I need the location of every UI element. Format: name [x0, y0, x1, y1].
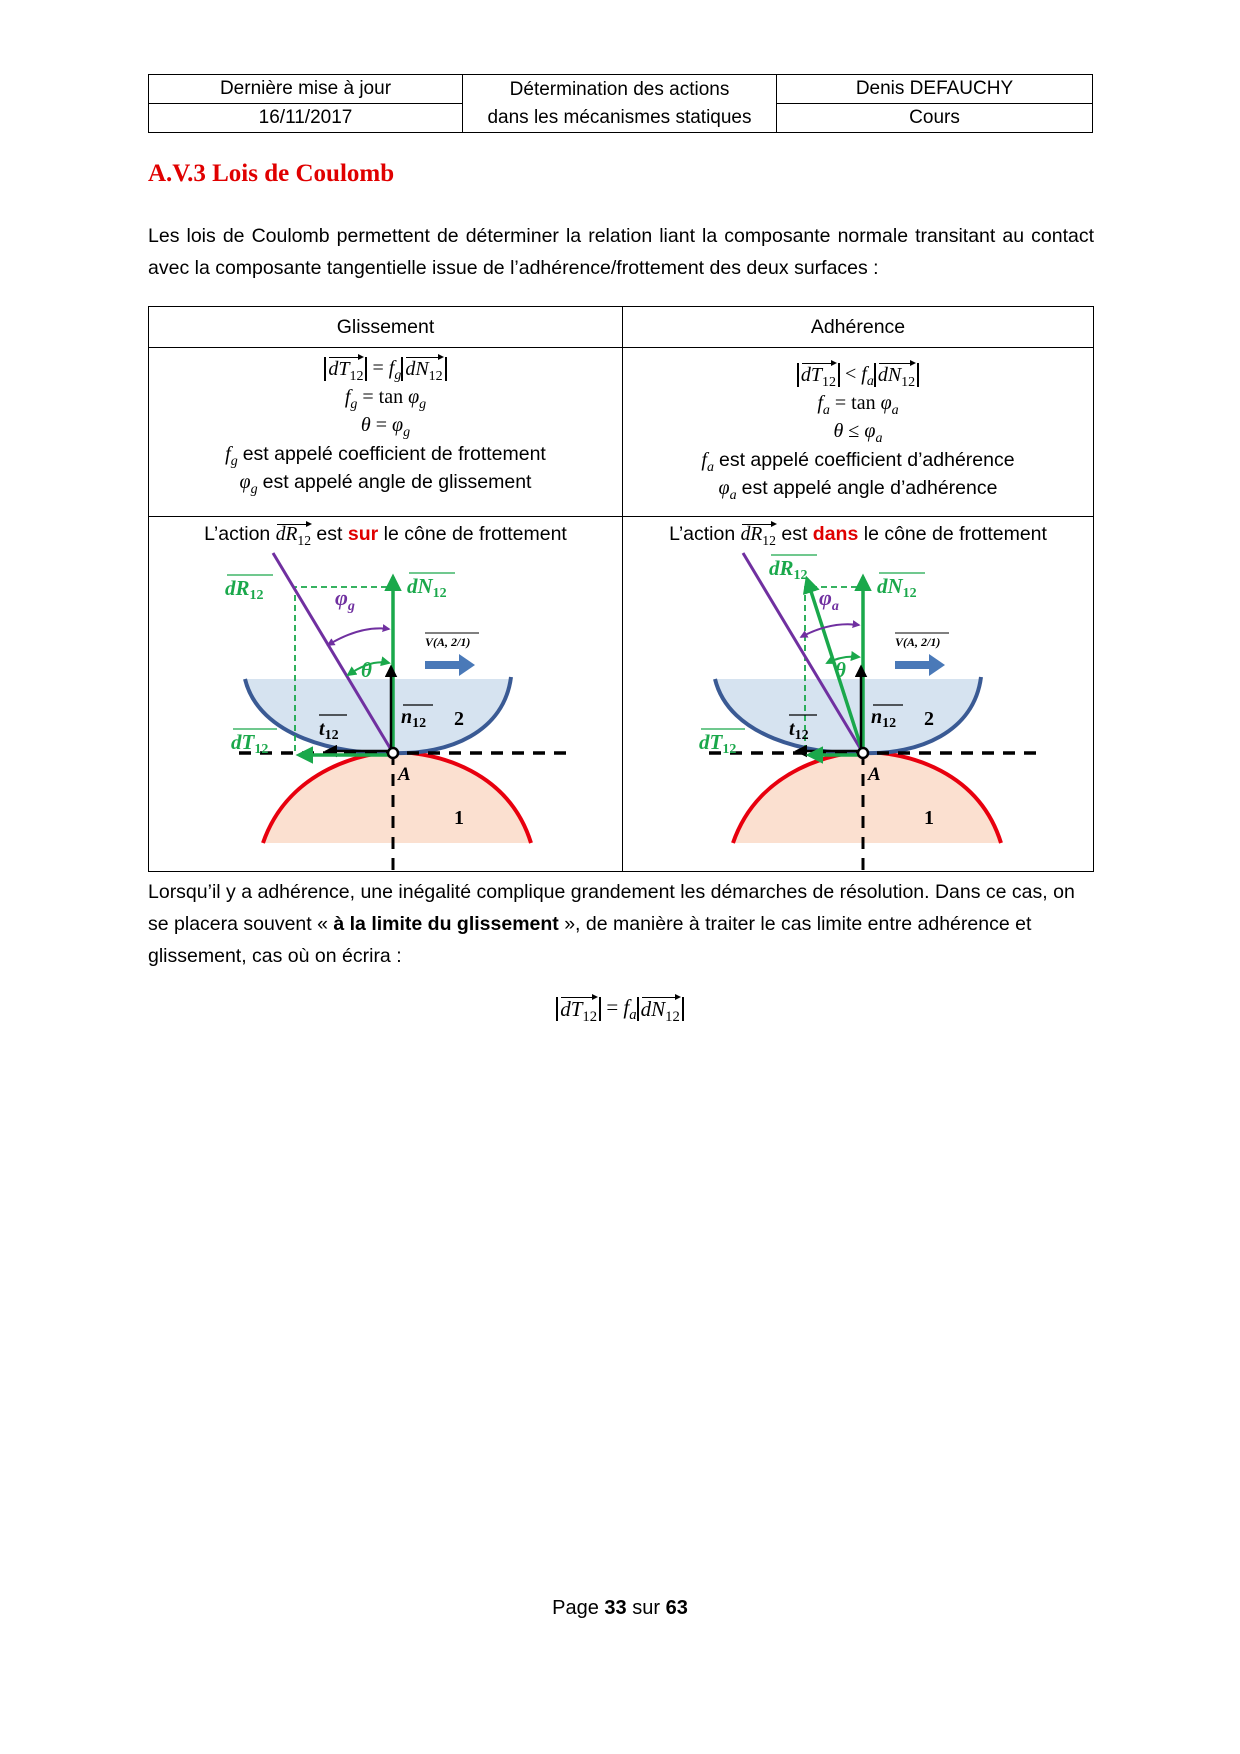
solid-1-shape — [263, 752, 531, 843]
theta-label: θ — [361, 658, 372, 682]
n-label: $n_{12}$ — [401, 706, 427, 731]
phi-label: $\varphi_a$ — [819, 585, 839, 614]
solid-2-label: 2 — [454, 708, 464, 730]
solid-1-shape — [733, 752, 1001, 843]
column-header-glissement: Glissement — [149, 307, 623, 348]
limit-slip-paragraph: Lorsqu’il y a adhérence, une inégalité complique grandement les démarches de résolution. Dans ce cas, on se placera souvent « à la limite du glissement », de manière à traiter le cas limite entre adhérence et glissement, cas où on écrira : — [148, 881, 1075, 967]
solid-2-label: 2 — [924, 708, 934, 730]
dR-label: dR12 — [225, 576, 264, 603]
adherence-cone-figure — [623, 517, 1096, 871]
dN-label: dN12 — [877, 574, 917, 601]
adherence-norm-inequality: $dT_{12} < f_a$ $dN_{12}$ — [623, 360, 1093, 389]
adherence-laws — [623, 348, 1094, 517]
velocity-label: V(A, 2/1) — [895, 635, 941, 649]
point-A-label: A — [398, 764, 411, 785]
glissement-cone-figure — [149, 517, 622, 871]
adherence-coef-definition: $f_a$ est appelé coefficient d’adhérence — [701, 448, 1015, 475]
author-name: Denis DEFAUCHY — [777, 75, 1093, 104]
glissement-coef-definition: $f_g$ est appelé coefficient de frottement — [225, 442, 546, 469]
glissement-tan-equation: $f_g = \tan \varphi_g$ — [344, 385, 427, 412]
document-title-line1: Détermination des actions — [509, 78, 730, 100]
page-header-table — [148, 74, 1093, 133]
phi-arc — [801, 624, 859, 637]
n-label: $n_{12}$ — [871, 706, 897, 731]
solid-2-shape — [245, 679, 511, 753]
point-A — [388, 748, 398, 758]
adherence-tan-equation: $f_a = \tan \varphi_a$ — [817, 391, 899, 418]
dT-label: dT12 — [231, 730, 269, 757]
document-title — [463, 75, 777, 133]
document-type: Cours — [777, 104, 1093, 133]
solid-2-shape — [715, 679, 981, 753]
dR-label: dR12 — [769, 556, 808, 583]
page-footer: Page 33 sur 63 — [552, 1597, 688, 1619]
point-A — [858, 748, 868, 758]
glissement-angle-definition: $\varphi_g$ est appelé angle de glissement — [239, 471, 532, 497]
section-title: A.V.3 Lois de Coulomb — [148, 160, 395, 187]
solid-1-label: 1 — [924, 807, 934, 829]
t-label: $t_{12}$ — [789, 718, 809, 743]
glissement-laws — [149, 348, 623, 517]
intro-paragraph: Les lois de Coulomb permettent de déterminer la relation liant la composante normale transitant au contact avec la composante tangentielle issue de l’adhérence/frottement des deux surfaces : — [148, 225, 1094, 279]
point-A-label: A — [868, 764, 881, 785]
document-title-line2: dans les mécanismes statiques — [487, 106, 752, 128]
phi-label: $\varphi_g$ — [335, 585, 355, 614]
dT-label: dT12 — [699, 730, 737, 757]
page-number: 33 — [604, 1597, 627, 1619]
solid-1-label: 1 — [454, 807, 464, 829]
glissement-norm-equation: $dT_{12} = f_g$ $dN_{12}$ — [149, 354, 622, 383]
update-date: 16/11/2017 — [149, 104, 463, 133]
t-label: $t_{12}$ — [319, 718, 339, 743]
phi-arc — [328, 628, 389, 645]
velocity-label: V(A, 2/1) — [425, 635, 471, 649]
last-update-label: Dernière mise à jour — [149, 75, 463, 104]
adherence-angle-definition: $\varphi_a$ est appelé angle d’adhérence — [718, 477, 998, 503]
theta-label: θ — [835, 658, 846, 682]
glissement-theta-equation: $\theta = \varphi_g$ — [360, 414, 411, 440]
glissement-figure-caption: L’action $dR_{12}$ est sur le cône de frottement — [204, 523, 567, 548]
adherence-figure-cell — [623, 517, 1094, 872]
coulomb-laws-table — [148, 306, 1094, 872]
adherence-figure-caption: L’action $dR_{12}$ est dans le cône de frottement — [669, 523, 1047, 548]
dN-label: dN12 — [407, 574, 447, 601]
glissement-figure-cell — [149, 517, 623, 872]
velocity-arrow — [425, 654, 475, 676]
column-header-adherence: Adhérence — [623, 307, 1094, 348]
limit-slip-formula: $dT_{12} = f_a$ $dN_{12}$ — [0, 995, 1240, 1021]
velocity-arrow — [895, 654, 945, 676]
page-total: 63 — [665, 1597, 688, 1619]
adherence-theta-inequality: $\theta \le \varphi_a$ — [833, 420, 883, 446]
